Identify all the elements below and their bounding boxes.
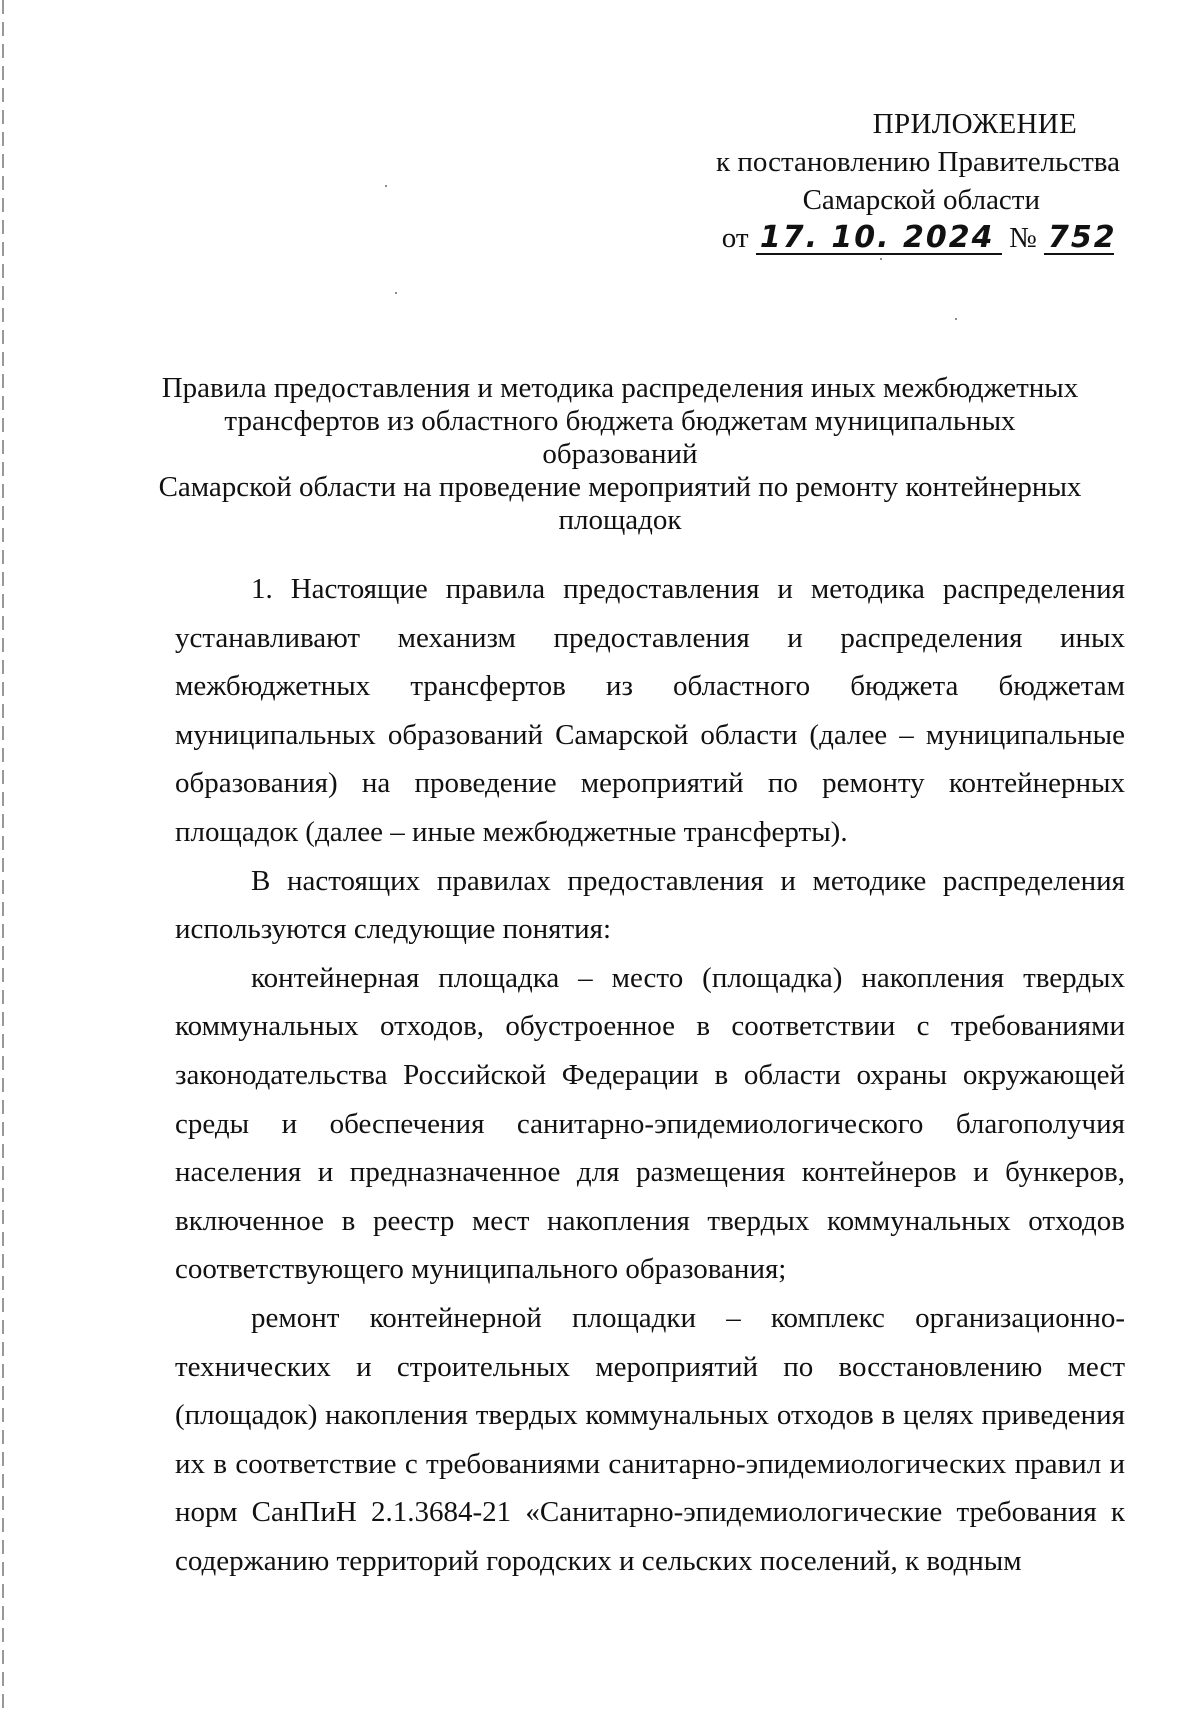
document-body [175,565,1125,1585]
handwritten-number: 752 [1044,223,1114,255]
scan-speck [395,292,397,294]
appendix-line-region: Самарской области [802,184,1040,216]
paragraph: контейнерная площадка – место (площадка) накопления твердых коммунальных отходов, обустроенное в соответствии с требованиями законодательства Российской Федерации в области охраны окружающей среды и обеспечения санитарно-эпидемиологического благополучия населения и предназначенное для размещения контейнеров и бункеров, включенное в реестр мест накопления твердых коммунальных отходов соответствующего муниципального образования; [175,961,1125,1286]
appendix-date-line [700,219,1120,257]
title-line: площадок [558,504,682,536]
handwritten-date: 17. 10. 2024 [756,223,1002,255]
document-title [150,372,1090,537]
appendix-line-resolution: к постановлению Правительства [716,146,1120,178]
paragraph: 1. Настоящие правила предоставления и методика распределения устанавливают механизм предоставления и распределения иных межбюджетных трансфертов из областного бюджета бюджетам муниципальных образований Самарской области (далее – муниципальные образования) на проведение мероприятий по ремонту контейнерных площадок (далее – иные межбюджетные трансферты). [175,573,1125,848]
scan-speck [955,318,957,320]
scan-speck [880,258,882,260]
title-line: Самарской области на проведение мероприятий по ремонту контейнерных [158,471,1082,503]
scan-edge-artifact [2,0,4,1709]
title-line: трансфертов из областного бюджета бюджетам муниципальных образований [224,405,1016,470]
date-prefix: от [721,222,749,254]
appendix-header [700,105,1120,257]
title-line: Правила предоставления и методика распределения иных межбюджетных [161,372,1079,404]
scan-speck [385,185,387,187]
number-prefix: № [1009,222,1037,254]
paragraph: В настоящих правилах предоставления и методике распределения используются следующие понятия: [175,864,1125,946]
appendix-title: ПРИЛОЖЕНИЕ [872,108,1077,140]
paragraph: ремонт контейнерной площадки – комплекс организационно-технических и строительных мероприятий по восстановлению мест (площадок) накопления твердых коммунальных отходов в целях приведения их в соответствие с требованиями санитарно-эпидемиологических правил и норм СанПиН 2.1.3684-21 «Санитарно-эпидемиологические требования к содержанию территорий городских и сельских поселений, к водным [175,1301,1125,1577]
